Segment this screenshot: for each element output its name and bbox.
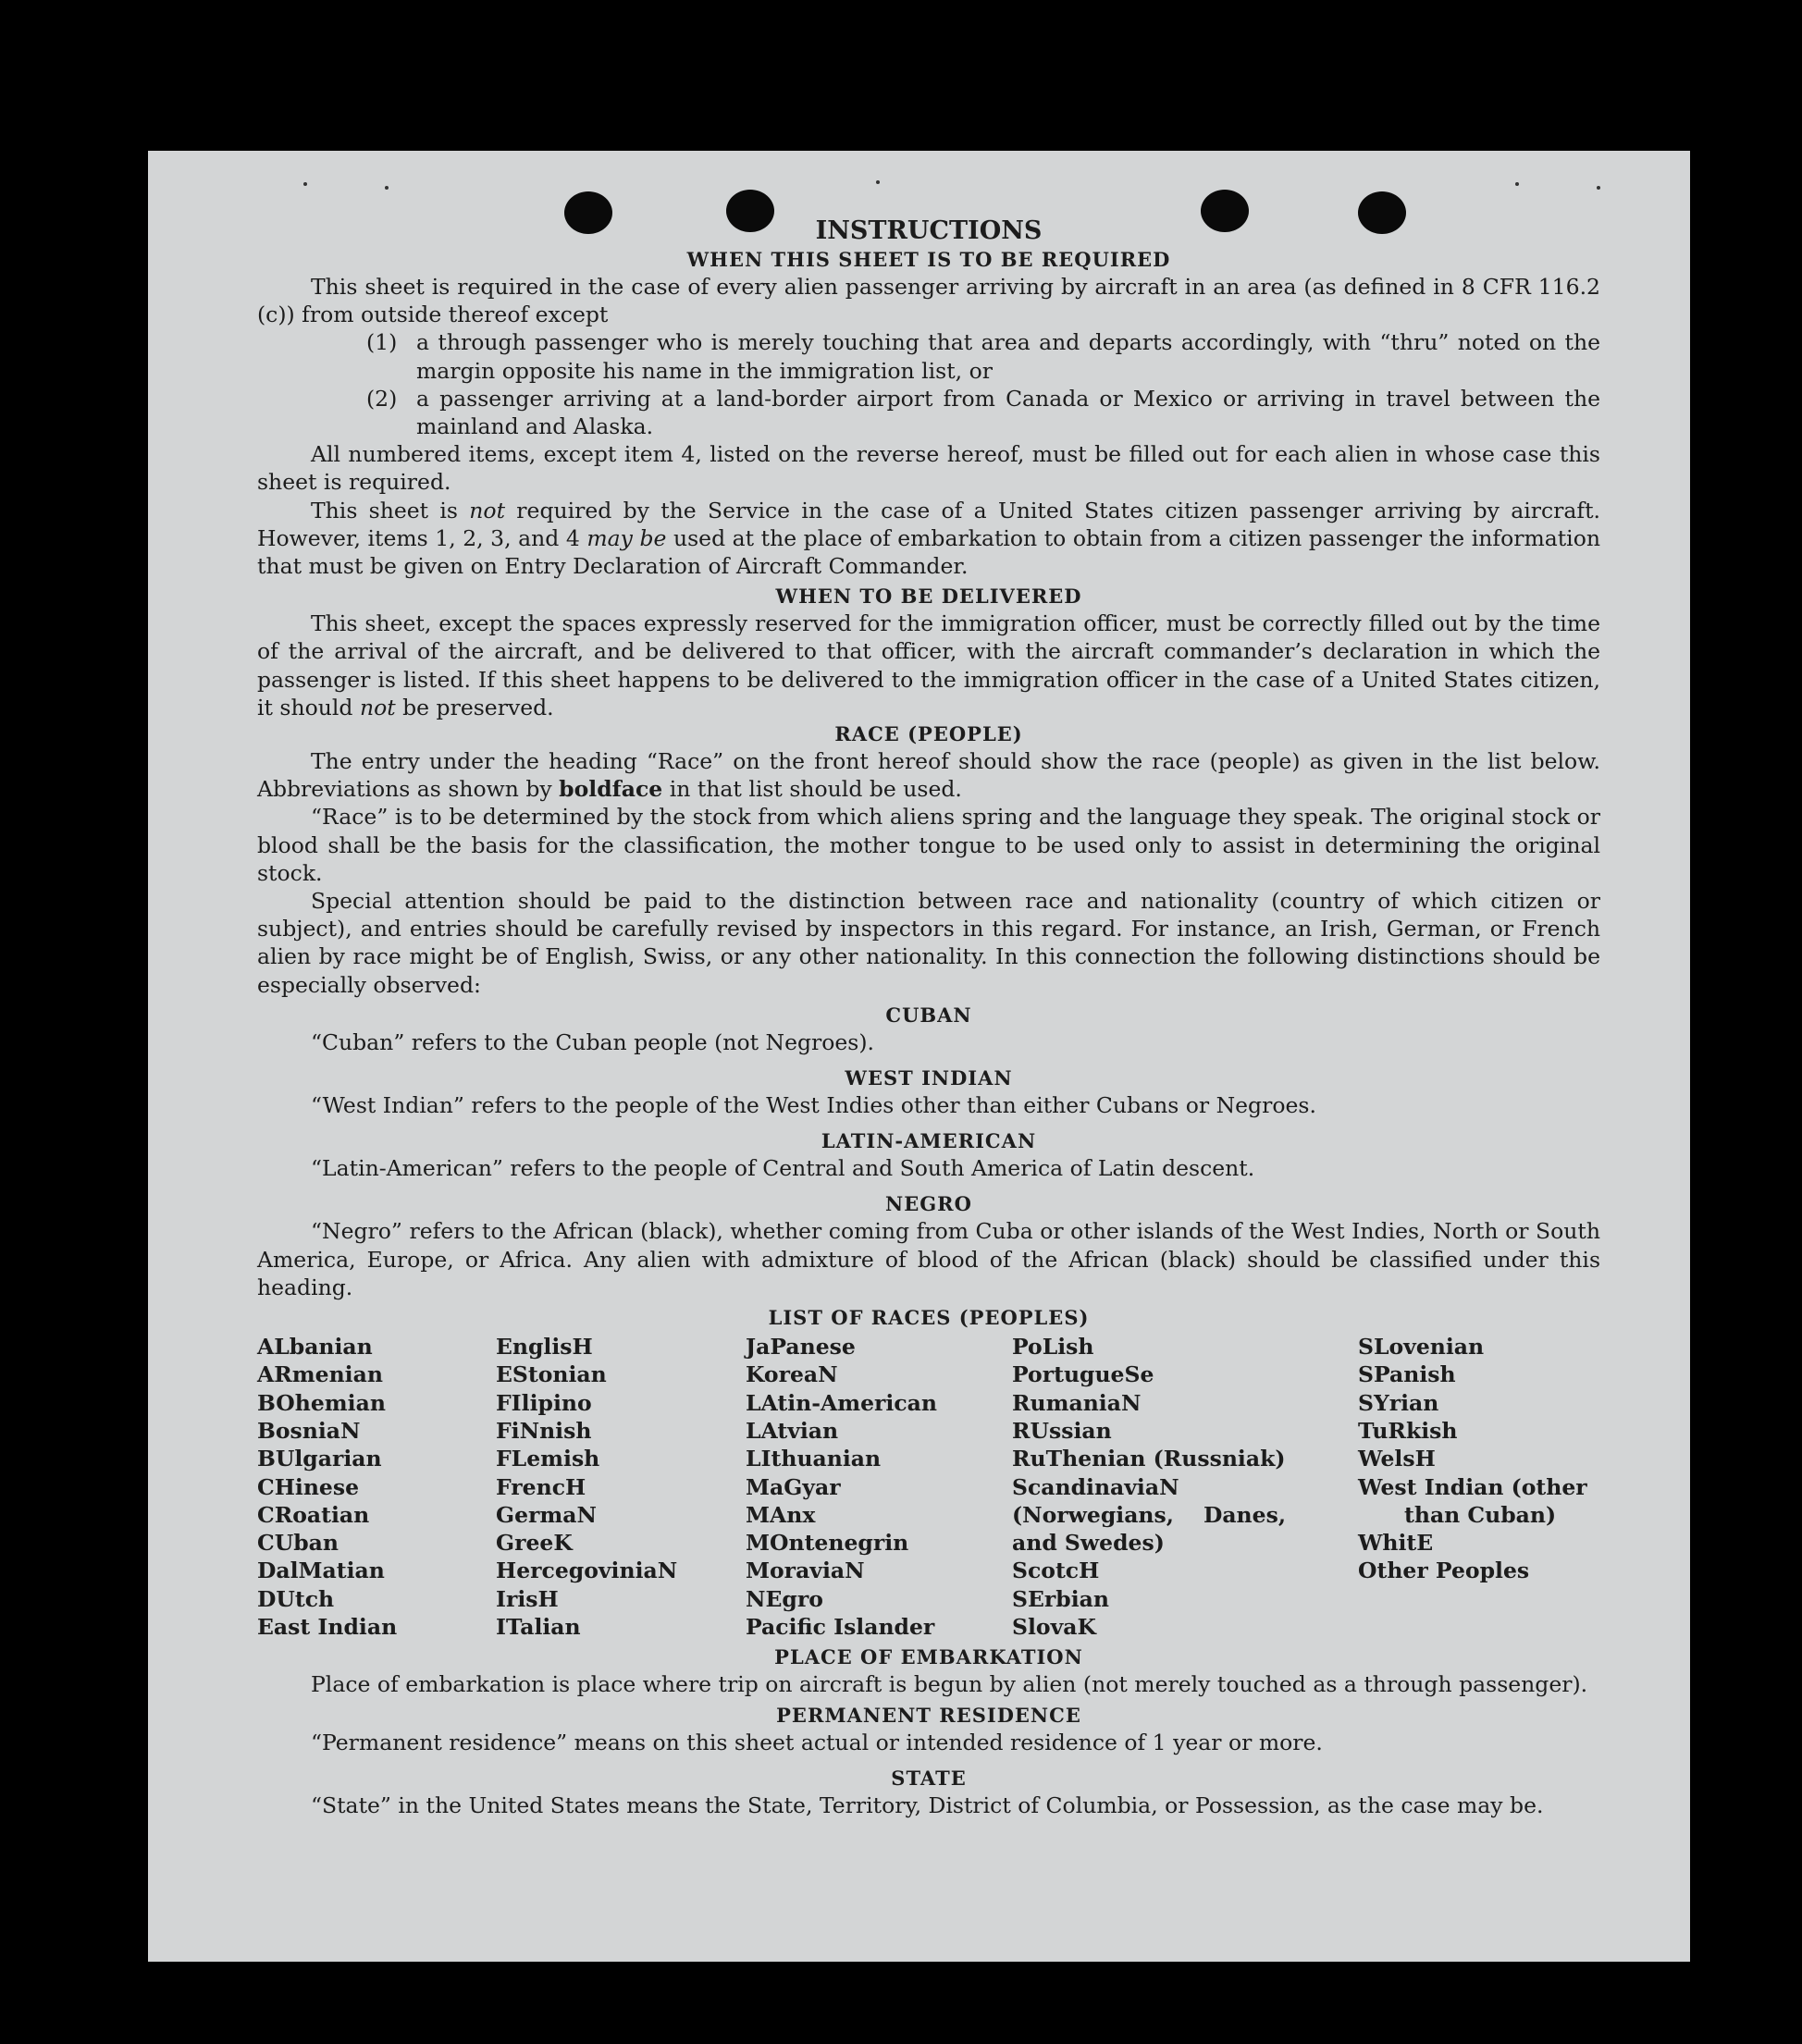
heading-when-delivered: WHEN TO BE DELIVERED — [775, 585, 1082, 609]
heading-when-required: WHEN THIS SHEET IS TO BE REQUIRED — [686, 248, 1171, 271]
race-list — [257, 1333, 1600, 1641]
race-entry: LAtvian — [746, 1417, 839, 1444]
item-number: (1) — [366, 329, 398, 356]
speck — [876, 180, 880, 184]
race-column — [1358, 1333, 1600, 1641]
race-entry: TuRkish — [1358, 1417, 1458, 1444]
race-entry: GreeK — [496, 1530, 573, 1557]
paragraph: “West Indian” refers to the people of the West Indies other than either Cubans or Negroes. — [311, 1092, 1316, 1119]
heading-permanent-residence: PERMANENT RESIDENCE — [776, 1703, 1081, 1727]
race-entry: BUlgarian — [257, 1446, 382, 1472]
paragraph — [257, 747, 1600, 803]
race-entry: West Indian (other than Cuban) — [1358, 1473, 1587, 1528]
italic-run: may be — [586, 524, 667, 551]
heading-latin-american: LATIN-AMERICAN — [821, 1129, 1037, 1153]
speck — [1515, 182, 1519, 186]
race-entry: IrisH — [496, 1585, 559, 1612]
race-entry: Pacific Islander — [746, 1614, 935, 1641]
race-entry: MaGyar — [746, 1473, 841, 1500]
race-entry: MAnx — [746, 1501, 816, 1528]
heading-cuban: CUBAN — [885, 1003, 972, 1027]
race-entry: RUssian — [1012, 1417, 1112, 1444]
race-entry: LAtin-American — [746, 1389, 937, 1416]
list-item — [366, 328, 1600, 384]
race-entry: SYrian — [1358, 1389, 1439, 1416]
text-run: used at the place of embarkation to obtain from a citizen passenger the information that must be given on Entry Declaration of Aircraft Commander. — [257, 524, 1600, 580]
text-run: This sheet is — [311, 497, 470, 523]
race-entry: ITalian — [496, 1614, 581, 1641]
paragraph: Special attention should be paid to the distinction between race and nationality (country of which citizen or subject), and entries should be carefully revised by inspectors in this regard. For instance, an Irish, German, or French alien by race might be of English, Swiss, or any other nationality. In this connection the following distinctions should be especially observed: — [257, 888, 1600, 998]
paragraph: All numbered items, except item 4, listed on the reverse hereof, must be filled out for each alien in whose case this sheet is required. — [257, 441, 1600, 496]
race-entry: FIlipino — [496, 1389, 592, 1416]
heading-negro: NEGRO — [885, 1192, 972, 1216]
paragraph: “Race” is to be determined by the stock from which aliens spring and the language they speak. The original stock or blood shall be the basis for the classification, the mother tongue to be used only to assist in determining the original stock. — [257, 804, 1600, 886]
race-entry: WhitE — [1358, 1530, 1434, 1557]
race-entry: BosniaN — [257, 1417, 361, 1444]
race-entry: PortugueSe — [1012, 1361, 1154, 1388]
race-entry: LIthuanian — [746, 1446, 882, 1472]
race-entry: SErbian — [1012, 1585, 1109, 1612]
page-title: INSTRUCTIONS — [815, 216, 1043, 245]
paragraph: This sheet is required in the case of every alien passenger arriving by aircraft in an area (as defined in 8 CFR 116.2 (c)) from outside thereof except — [257, 274, 1600, 328]
race-entry: CHinese — [257, 1473, 360, 1500]
speck — [303, 182, 307, 186]
race-entry: HercegoviniaN — [496, 1558, 678, 1584]
race-entry: DUtch — [257, 1585, 335, 1612]
item-text: a passenger arriving at a land-border airport from Canada or Mexico or arriving in travel between the mainland and Alaska. — [416, 385, 1600, 440]
race-entry: JaPanese — [746, 1334, 856, 1361]
race-entry: SLovenian — [1358, 1334, 1485, 1361]
race-entry: FLemish — [496, 1446, 600, 1472]
heading-place-of-embarkation: PLACE OF EMBARKATION — [774, 1645, 1083, 1669]
race-entry: FrencH — [496, 1473, 586, 1500]
race-column — [746, 1333, 1012, 1641]
text-run: in that list should be used. — [662, 776, 962, 803]
race-entry: RumaniaN — [1012, 1389, 1142, 1416]
race-entry: EStonian — [496, 1361, 607, 1388]
race-entry: EnglisH — [496, 1334, 593, 1361]
paragraph: “Negro” refers to the African (black), whether coming from Cuba or other islands of the West Indies, North or South America, Europe, or Africa. Any alien with admixture of blood of the African (black) should be classified under this heading. — [257, 1218, 1600, 1300]
race-entry: Other Peoples — [1358, 1558, 1530, 1584]
item-number: (2) — [366, 385, 398, 412]
list-item — [366, 385, 1600, 440]
race-column — [1012, 1333, 1358, 1641]
text-run: This sheet, except the spaces expressly reserved for the immigration officer, must be correctly filled out by the time of the arrival of the aircraft, and be delivered to that officer, with the aircraft commander’s declaration in which the passenger is listed. If this sheet happens to be delivered to the immigration officer in the case of a United States citizen, it should — [257, 610, 1600, 720]
document-sheet — [148, 151, 1690, 1962]
bold-run: boldface — [559, 776, 663, 803]
race-entry: CUban — [257, 1530, 339, 1557]
text-run: be preserved. — [395, 694, 554, 720]
heading-race: RACE (PEOPLE) — [834, 722, 1023, 746]
paragraph — [257, 610, 1600, 721]
paragraph: “Permanent residence” means on this sheet actual or intended residence of 1 year or more. — [311, 1729, 1323, 1755]
italic-run: not — [469, 497, 506, 523]
race-entry: ARmenian — [257, 1361, 383, 1388]
instructions-text — [257, 215, 1600, 1819]
paragraph: Place of embarkation is place where trip on aircraft is begun by alien (not merely touched as a through passenger). — [311, 1671, 1588, 1698]
heading-list-of-races: LIST OF RACES (PEOPLES) — [768, 1306, 1090, 1330]
race-entry: ALbanian — [257, 1334, 373, 1361]
paragraph: “Cuban” refers to the Cuban people (not Negroes). — [311, 1028, 875, 1055]
race-entry: KoreaN — [746, 1361, 838, 1388]
speck — [1597, 186, 1600, 190]
race-entry: DalMatian — [257, 1558, 385, 1584]
italic-run: not — [359, 694, 396, 720]
speck — [385, 186, 389, 190]
race-column — [257, 1333, 496, 1641]
race-entry: WelsH — [1358, 1446, 1436, 1472]
race-entry: BOhemian — [257, 1389, 386, 1416]
race-entry: CRoatian — [257, 1501, 370, 1528]
race-entry: FiNnish — [496, 1417, 592, 1444]
race-entry: RuThenian (Russniak) — [1012, 1446, 1286, 1472]
race-entry: ScandinaviaN (Norwegians, Danes, and Swedes) — [1012, 1473, 1286, 1557]
race-entry: SlovaK — [1012, 1614, 1096, 1641]
race-entry: PoLish — [1012, 1334, 1094, 1361]
heading-west-indian: WEST INDIAN — [845, 1066, 1013, 1090]
paragraph: “State” in the United States means the State, Territory, District of Columbia, or Possession, as the case may be. — [311, 1792, 1544, 1818]
race-entry: MOntenegrin — [746, 1530, 909, 1557]
text-run: required by the Service in the case of a United States citizen passenger arriving by aircraft. However, items 1, 2, 3, and 4 — [257, 497, 1600, 551]
paragraph: “Latin-American” refers to the people of Central and South America of Latin descent. — [311, 1155, 1255, 1182]
race-entry: ScotcH — [1012, 1558, 1100, 1584]
race-entry: MoraviaN — [746, 1558, 865, 1584]
race-entry: East Indian — [257, 1614, 398, 1641]
race-entry: GermaN — [496, 1501, 597, 1528]
paragraph — [257, 497, 1600, 581]
race-entry: SPanish — [1358, 1361, 1456, 1388]
heading-state: STATE — [891, 1766, 967, 1790]
item-text: a through passenger who is merely touching that area and departs accordingly, with “thru” noted on the margin opposite his name in the immigration list, or — [416, 329, 1600, 384]
race-column — [496, 1333, 746, 1641]
text-run: The entry under the heading “Race” on the front hereof should show the race (people) as given in the list below. Abbreviations as shown by — [257, 748, 1600, 803]
race-entry: NEgro — [746, 1585, 823, 1612]
